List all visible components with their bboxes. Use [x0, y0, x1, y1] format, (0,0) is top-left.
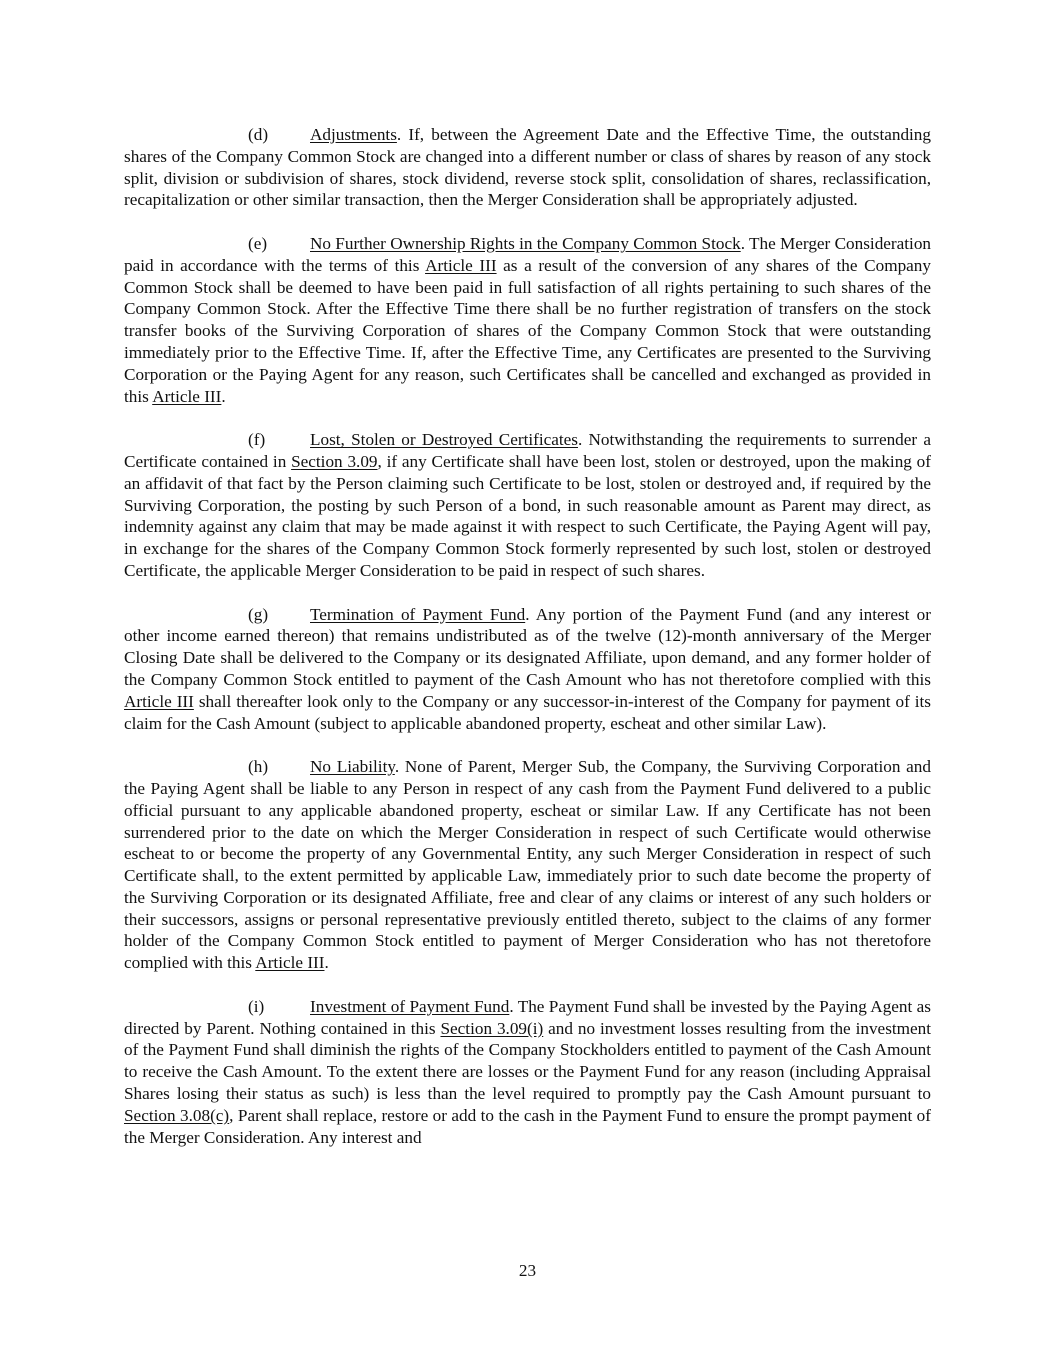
paragraph-g	[124, 604, 931, 735]
paragraph-text: as a result of the conversion of any shares of the Company Common Stock shall be deemed to have been paid in full satisfaction of all rights pertaining to such shares of the Company Common Stock. After the Effective Time there shall be no further registration of transfers on the stock transfer books of the Surviving Corporation of shares of the Company Common Stock that were outstanding immediately prior to the Effective Time. If, after the Effective Time, any Certificates are presented to the Surviving Corporation or the Paying Agent for any reason, such Certificates shall be cancelled and exchanged as provided in this	[124, 255, 931, 406]
paragraph-text: . Notwithstanding the requirements to surrender a Certificate contained in	[124, 430, 931, 471]
paragraph-label: (e)	[248, 233, 268, 253]
cross-reference-link[interactable]: Section 3.09	[291, 451, 378, 471]
paragraph-text: . If, between the Agreement Date and the Effective Time, the outstanding shares of the Company Common Stock are changed into a different number or class of shares by reason of any stock split, division or subdivision of shares, stock dividend, reverse stock split, consolidation of shares, reclassification, recapitalization or other similar transaction, then the Merger Consideration shall be appropriately adjusted.	[124, 125, 931, 210]
paragraph-text: , if any Certificate shall have been lost, stolen or destroyed, upon the making of an affidavit of that fact by the Person claiming such Certificate to be lost, stolen or destroyed and, if required by the Surviving Corporation, the posting by such Person of a bond, in such reasonable amount as Parent may direct, as indemnity against any claim that may be made against it with respect to such Certificate, the Paying Agent will pay, in exchange for the shares of the Company Common Stock formerly represented by such lost, stolen or destroyed Certificate, the applicable Merger Consideration to be paid in respect of such shares.	[124, 451, 931, 580]
paragraph-label: (f)	[248, 430, 266, 450]
paragraph-text: .	[221, 386, 226, 406]
paragraph-label: (g)	[248, 604, 269, 624]
cross-reference-link[interactable]: Article III	[425, 255, 497, 275]
cross-reference-link[interactable]: Section 3.08(c)	[124, 1105, 230, 1125]
paragraph-heading: No Liability	[310, 757, 395, 777]
paragraph-f	[124, 429, 931, 582]
paragraph-label: (i)	[248, 996, 265, 1016]
paragraph-text: and no investment losses resulting from the investment of the Payment Fund shall diminish the rights of the Company Stockholders entitled to payment of the Cash Amount to receive the Cash Amount. To the extent there are losses or the Payment Fund for any reason (including Appraisal Shares losing their status as such) is less than the level required to promptly pay the Cash Amount pursuant to	[124, 1018, 932, 1104]
paragraph-label: (d)	[248, 125, 269, 144]
paragraph-text: shall thereafter look only to the Company or any successor-in-interest of the Company for payment of its claim for the Cash Amount (subject to applicable abandoned property, escheat and other similar Law).	[124, 691, 931, 733]
document-body	[124, 124, 931, 1148]
paragraph-d	[124, 124, 931, 211]
paragraph-text: . Any portion of the Payment Fund (and any interest or other income earned thereon) that remains undistributed as of the twelve (12)-month anniversary of the Merger Closing Date shall be delivered to the Company or its designated Affiliate, upon demand, and any former holder of the Company Common Stock entitled to payment of the Cash Amount who has not theretofore complied with this	[124, 604, 931, 689]
paragraph-label: (h)	[248, 757, 269, 777]
paragraph-text: . The Merger Consideration paid in accordance with the terms of this	[124, 233, 932, 275]
paragraph-heading: Termination of Payment Fund	[310, 604, 526, 624]
paragraph-text: . The Payment Fund shall be invested by the Paying Agent as directed by Parent. Nothing contained in this	[124, 996, 931, 1038]
cross-reference-link[interactable]: Article III	[255, 953, 325, 973]
paragraph-heading: Investment of Payment Fund	[310, 996, 510, 1016]
cross-reference-link[interactable]: Article III	[124, 691, 194, 711]
paragraph-text: .	[324, 953, 329, 973]
cross-reference-link[interactable]: Article III	[152, 386, 222, 406]
paragraph-text: . None of Parent, Merger Sub, the Company, the Surviving Corporation and the Paying Agent shall be liable to any Person in respect of any cash from the Payment Fund delivered to a public official pursuant to any applicable abandoned property, escheat or similar Law. If any Certificate has not been surrendered prior to the date on which the Merger Consideration in respect of such Certificate would otherwise escheat to or become the property of any Governmental Entity, any such Merger Consideration in respect of such Certificate shall, to the extent permitted by applicable Law, immediately prior to such date become the property of the Surviving Corporation or its designated Affiliate, free and clear of any claims or interest of any such holders or their successors, assigns or personal representative previously entitled thereto, subject to the claims of any former holder of the Company Common Stock entitled to payment of Merger Consideration who has not theretofore complied with this	[124, 757, 931, 973]
paragraph-heading: Lost, Stolen or Destroyed Certificates	[310, 430, 578, 450]
paragraph-text: , Parent shall replace, restore or add to the cash in the Payment Fund to ensure the prompt payment of the Merger Consideration. Any interest and	[124, 1105, 931, 1147]
paragraph-heading: Adjustments	[310, 125, 397, 144]
paragraph-e	[124, 233, 931, 407]
paragraph-i	[124, 996, 931, 1149]
paragraph-heading: No Further Ownership Rights in the Company Common Stock	[310, 233, 741, 253]
page-number: 23	[518, 1261, 537, 1280]
cross-reference-link[interactable]: Section 3.09(i)	[440, 1018, 544, 1038]
paragraph-h	[124, 756, 931, 974]
